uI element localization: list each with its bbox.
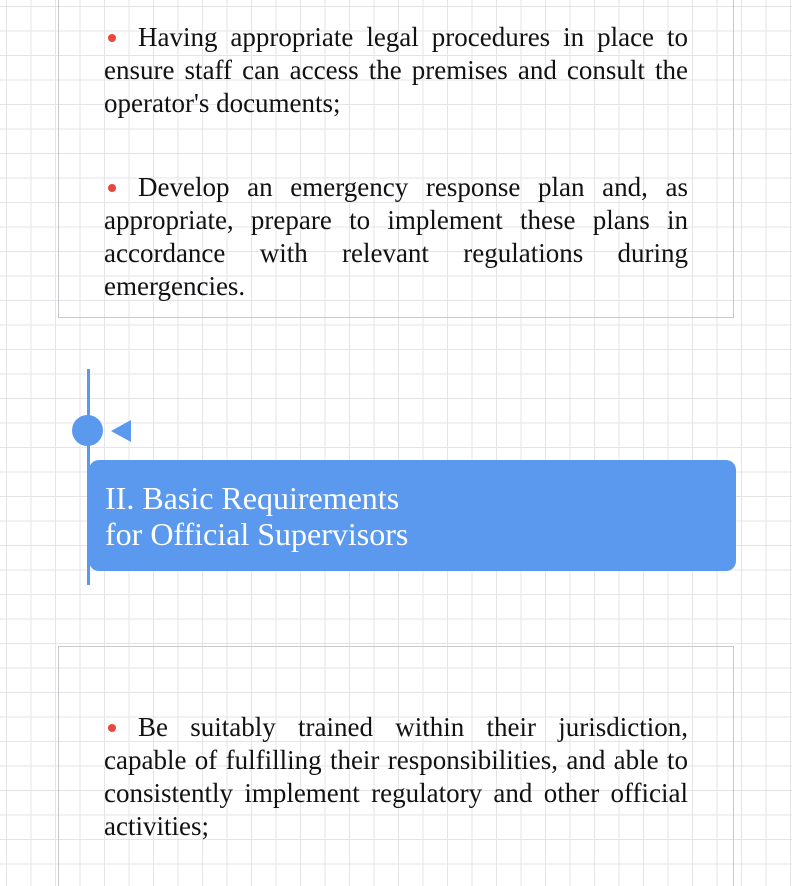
arrow-left-icon (111, 420, 131, 442)
bullet-dot-icon (108, 724, 116, 732)
bullet-text: Be suitably trained within their jurisdiction, capable of fulfilling their responsibilities, and able to consistently implement regulatory and other official activities; (104, 712, 688, 841)
section-heading (105, 480, 720, 552)
bullet-item (104, 711, 688, 843)
bullet-text: Develop an emergency response plan and, as appropriate, prepare to implement these plans in accordance with relevant regulations during emergencies. (104, 172, 688, 301)
bullet-dot-icon (108, 184, 116, 192)
section-heading-line2: for Official Supervisors (105, 516, 409, 552)
bullet-item (104, 21, 688, 120)
bullet-item (104, 171, 688, 303)
bullet-text: Having appropriate legal procedures in place to ensure staff can access the premises and consult the operator's documents; (104, 22, 688, 118)
section-heading-banner (89, 460, 736, 571)
timeline-dot-icon (72, 415, 103, 446)
section-heading-line1: II. Basic Requirements (105, 480, 400, 516)
bullet-dot-icon (108, 34, 116, 42)
